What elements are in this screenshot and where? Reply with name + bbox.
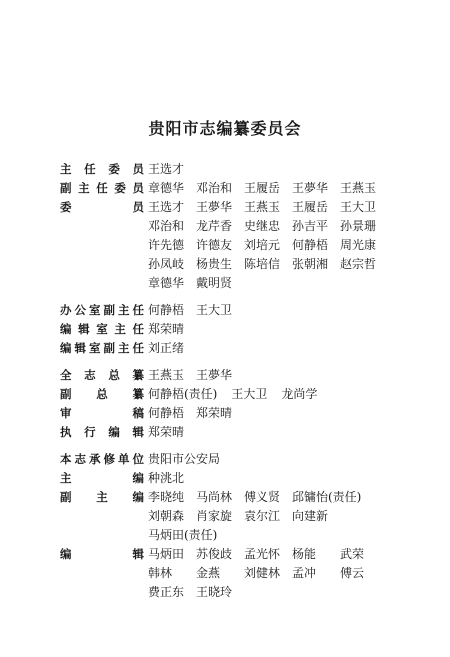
roster-row [60, 404, 400, 423]
roster-row [60, 320, 400, 339]
member-name: 孟光怀 [244, 547, 281, 561]
member-names [148, 545, 400, 602]
roster-row [60, 469, 400, 488]
member-name: 王选才 [148, 200, 185, 214]
roster-row [60, 339, 400, 358]
roster-section [60, 450, 400, 602]
role-label: 主任委员 [60, 162, 144, 176]
member-name: 章德华 [148, 276, 185, 290]
member-name: 龙芹香 [196, 219, 233, 233]
member-name: 何静梧 [148, 406, 185, 420]
member-names [148, 385, 400, 404]
roster-section [60, 160, 400, 293]
member-name: 金燕 [196, 566, 221, 580]
member-name: 武荣 [340, 547, 365, 561]
roster-row [60, 545, 400, 602]
member-names [148, 301, 400, 320]
member-names [148, 469, 400, 488]
member-names [148, 423, 400, 442]
member-name: 杨贵生 [196, 257, 233, 271]
committee-roster [60, 160, 400, 610]
member-name: 刘朝森 [148, 509, 185, 523]
member-names [148, 320, 400, 339]
role-label: 主编 [60, 471, 144, 485]
member-name: 刘培元 [244, 238, 281, 252]
member-name: 何静梧 [148, 303, 185, 317]
roster-row [60, 179, 400, 198]
member-name: 贵阳市公安局 [148, 452, 221, 466]
member-name: 费正东 [148, 585, 185, 599]
role-label: 编辑室副主任 [60, 341, 144, 355]
member-name: 孙吉平 [292, 219, 329, 233]
roster-row [60, 301, 400, 320]
roster-section [60, 366, 400, 442]
member-name: 王燕玉 [244, 200, 281, 214]
member-name: 王履岳 [244, 181, 281, 195]
member-name: 王夢华 [196, 200, 233, 214]
member-names [148, 488, 400, 545]
member-name: 马炳田(责任) [148, 528, 218, 542]
member-name: 戴明贤 [196, 276, 233, 290]
member-names [148, 339, 400, 358]
role-label: 编辑 [60, 547, 144, 561]
member-name: 王大卫 [231, 387, 268, 401]
member-name: 王大卫 [340, 200, 377, 214]
member-name: 何静梧(责任) [148, 387, 218, 401]
member-name: 刘健林 [244, 566, 281, 580]
role-label: 审稿 [60, 406, 144, 420]
member-name: 邱镛怡(责任) [292, 490, 362, 504]
member-name: 王履岳 [292, 200, 329, 214]
member-names [148, 450, 400, 469]
member-name: 邓治和 [148, 219, 185, 233]
member-name: 何静梧 [292, 238, 329, 252]
roster-row [60, 198, 400, 293]
member-name: 孟冲 [292, 566, 317, 580]
member-name: 陈培信 [244, 257, 281, 271]
member-name: 向建新 [292, 509, 329, 523]
member-name: 许德友 [196, 238, 233, 252]
member-names [148, 160, 400, 179]
role-label: 编辑室主任 [60, 322, 144, 336]
member-name: 王晓玲 [196, 585, 233, 599]
member-name: 王燕玉 [340, 181, 377, 195]
member-name: 龙尚学 [281, 387, 318, 401]
role-label: 本志承修单位 [60, 452, 144, 466]
role-label: 委员 [60, 200, 144, 214]
member-name: 张朝湘 [292, 257, 329, 271]
member-name: 赵宗哲 [340, 257, 377, 271]
member-name: 王选才 [148, 162, 185, 176]
member-name: 王夢华 [292, 181, 329, 195]
member-name: 许先德 [148, 238, 185, 252]
role-label: 副主编 [60, 490, 144, 504]
member-name: 肖家旋 [196, 509, 233, 523]
member-names [148, 198, 400, 293]
page-title: 贵阳市志编纂委员会 [148, 119, 302, 138]
member-name: 郑荣晴 [148, 425, 185, 439]
member-name: 史继忠 [244, 219, 281, 233]
member-name: 种洮北 [148, 471, 185, 485]
member-names [148, 179, 400, 198]
member-name: 王夢华 [196, 368, 233, 382]
role-label: 副主任委员 [60, 181, 144, 195]
roster-row [60, 450, 400, 469]
member-name: 杨能 [292, 547, 317, 561]
member-name: 袁尔江 [244, 509, 281, 523]
roster-section [60, 301, 400, 358]
member-name: 傅云 [340, 566, 365, 580]
member-name: 邓治和 [196, 181, 233, 195]
member-name: 孙景珊 [340, 219, 377, 233]
member-names [148, 366, 400, 385]
member-name: 苏俊歧 [196, 547, 233, 561]
member-name: 王大卫 [196, 303, 233, 317]
member-name: 马炳田 [148, 547, 185, 561]
role-label: 办公室副主任 [60, 303, 144, 317]
member-name: 孙凤岐 [148, 257, 185, 271]
roster-row [60, 366, 400, 385]
member-name: 章德华 [148, 181, 185, 195]
roster-row [60, 385, 400, 404]
roster-row [60, 160, 400, 179]
member-name: 马尚林 [196, 490, 233, 504]
member-name: 刘正绪 [148, 341, 185, 355]
member-name: 郑荣晴 [196, 406, 233, 420]
roster-row [60, 423, 400, 442]
role-label: 全志总纂 [60, 368, 144, 382]
member-name: 李晓纯 [148, 490, 185, 504]
member-name: 傅义贤 [244, 490, 281, 504]
member-name: 周光康 [340, 238, 377, 252]
member-name: 韩林 [148, 566, 173, 580]
role-label: 执行编辑 [60, 425, 144, 439]
member-name: 王燕玉 [148, 368, 185, 382]
member-name: 郑荣晴 [148, 322, 185, 336]
roster-row [60, 488, 400, 545]
role-label: 副总纂 [60, 387, 144, 401]
member-names [148, 404, 400, 423]
